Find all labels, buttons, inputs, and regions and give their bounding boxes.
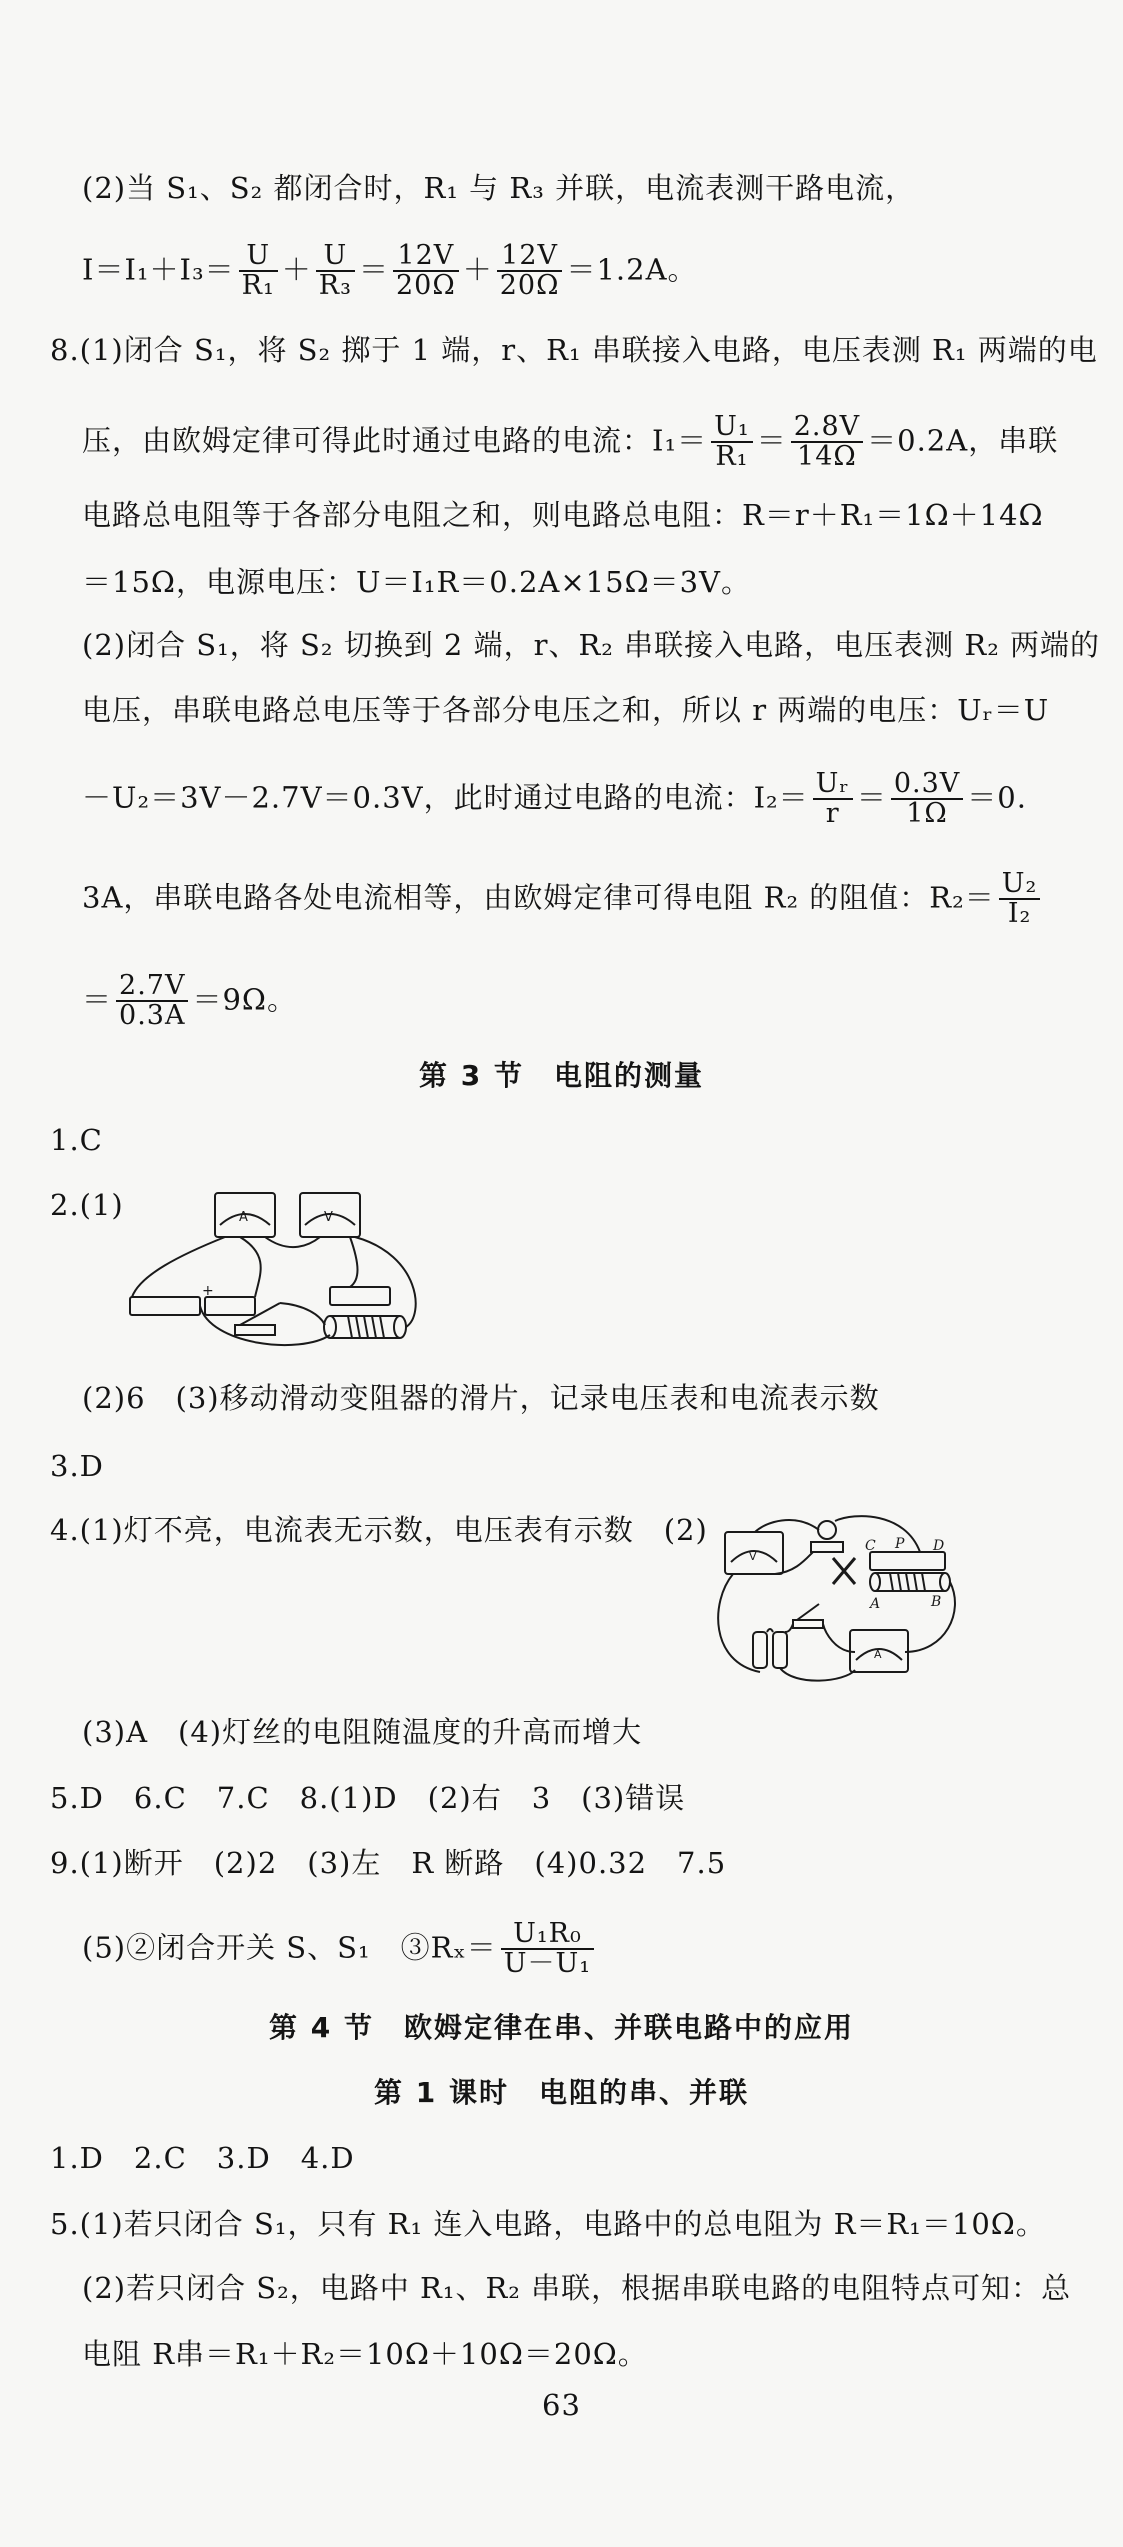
answer-line: 电压，串联电路总电压等于各部分电压之和，所以 r 两端的电压：Uᵣ＝U (82, 693, 1050, 727)
equation-line (82, 1920, 598, 1979)
answer-line: 5.(1)若只闭合 S₁，只有 R₁ 连入电路，电路中的总电阻为 R＝R₁＝10Ω。 (50, 2207, 1046, 2241)
answer-line: 9.(1)断开 (2)2 (3)左 R 断路 (4)0.32 7.5 (50, 1846, 727, 1880)
equation-text: ＝ (756, 423, 787, 458)
equation-text: ＋ (281, 252, 312, 287)
answer-line: 1.D 2.C 3.D 4.D (50, 2141, 355, 2175)
circuit-figure-1 (120, 1185, 440, 1360)
equation-text: ＝1.2A。 (566, 252, 698, 287)
answer-line: ＝15Ω，电源电压：U＝I₁R＝0.2A×15Ω＝3V。 (82, 565, 752, 599)
equation-text: 3A，串联电路各处电流相等，由欧姆定律可得电阻 R₂ 的阻值：R₂＝ (82, 880, 995, 915)
terminal-d-label: D (933, 1538, 945, 1554)
fraction: $\frac{U}{\text{R₃}}$ (316, 242, 355, 301)
subsection-heading: 第 1 课时 电阻的串、并联 (374, 2076, 749, 2109)
fraction: $\frac{\text{U₁}}{\text{R₁}}$ (711, 413, 753, 472)
fraction: $\frac{12V}{20\Omega}$ (393, 242, 459, 301)
circuit-figure-2 (705, 1512, 965, 1690)
section-heading: 第 4 节 欧姆定律在串、并联电路中的应用 (269, 2011, 854, 2044)
equation-text: I＝I₁＋I₃＝ (82, 252, 235, 287)
answer-line: (2)当 S₁、S₂ 都闭合时，R₁ 与 R₃ 并联，电流表测干路电流， (82, 171, 916, 205)
ammeter-label: A (239, 1210, 248, 1225)
equation-text: ＝9Ω。 (192, 982, 297, 1017)
page-number: 63 (542, 2388, 581, 2422)
answer-line: 电阻 R串＝R₁＋R₂＝10Ω＋10Ω＝20Ω。 (82, 2337, 648, 2371)
equation-text: －U₂＝3V－2.7V＝0.3V，此时通过电路的电流：I₂＝ (82, 780, 809, 815)
terminal-c-label: C (865, 1538, 876, 1554)
equation-text: ＝0.2A，串联 (867, 423, 1059, 458)
slider-p-label: P (895, 1536, 905, 1552)
fraction: $\frac{2.8V}{14\Omega}$ (791, 413, 863, 472)
fraction: $\frac{0.3V}{1\Omega}$ (891, 770, 963, 829)
equation-line (82, 770, 1027, 829)
answer-line: 5.D 6.C 7.C 8.(1)D (2)右 3 (3)错误 (50, 1781, 686, 1815)
equation-line (82, 972, 297, 1031)
equation-text: ＝ (82, 982, 113, 1017)
equation-text: ＝ (358, 252, 389, 287)
equation-text: ＋ (462, 252, 493, 287)
answer-line: 1.C (50, 1123, 103, 1157)
answer-line: 8.(1)闭合 S₁，将 S₂ 掷于 1 端，r、R₁ 串联接入电路，电压表测 R₁ 两端的电 (50, 333, 1098, 367)
fraction: $\frac{U}{\text{R₁}}$ (239, 242, 278, 301)
equation-text: ＝ (856, 780, 887, 815)
fraction: $\frac{\text{U₂}}{\text{I₂}}$ (999, 870, 1041, 929)
fraction: $\frac{\text{Uᵣ}}{r}$ (813, 770, 853, 829)
answer-line: 4.(1)灯不亮，电流表无示数，电压表有示数 (2) (50, 1513, 708, 1547)
meter-label: A (874, 1648, 882, 1661)
answer-line: (2)闭合 S₁，将 S₂ 切换到 2 端，r、R₂ 串联接入电路，电压表测 R₂ 两端的 (82, 628, 1101, 662)
terminal-b-label: B (931, 1594, 942, 1610)
answer-line: 电路总电阻等于各部分电阻之和，则电路总电阻：R＝r＋R₁＝1Ω＋14Ω (82, 498, 1044, 532)
equation-text: ＝0. (967, 780, 1027, 815)
answer-line: (3)A (4)灯丝的电阻随温度的升高而增大 (82, 1715, 643, 1749)
terminal-a-label: A (870, 1596, 881, 1612)
equation-text: 压，由欧姆定律可得此时通过电路的电流：I₁＝ (82, 423, 708, 458)
equation-text: (5)②闭合开关 S、S₁ ③Rₓ＝ (82, 1930, 497, 1965)
fraction: $\frac{12V}{20\Omega}$ (497, 242, 563, 301)
answer-line: 3.D (50, 1449, 104, 1483)
equation-line (82, 413, 1058, 472)
answer-line: (2)若只闭合 S₂，电路中 R₁、R₂ 串联，根据串联电路的电阻特点可知：总 (82, 2271, 1072, 2305)
answer-line: 2.(1) (50, 1188, 124, 1222)
voltmeter-label: V (324, 1210, 333, 1225)
fraction: $\frac{2.7V}{0.3A}$ (116, 972, 188, 1031)
equation-line (82, 870, 1044, 929)
fraction: $\frac{\text{U₁R₀}}{\text{U－U₁}}$ (501, 1920, 594, 1979)
plus-label: + (202, 1283, 214, 1299)
meter-label: V (749, 1550, 757, 1563)
answer-line: (2)6 (3)移动滑动变阻器的滑片，记录电压表和电流表示数 (82, 1381, 880, 1415)
section-heading: 第 3 节 电阻的测量 (419, 1059, 704, 1092)
equation-line (82, 242, 698, 301)
